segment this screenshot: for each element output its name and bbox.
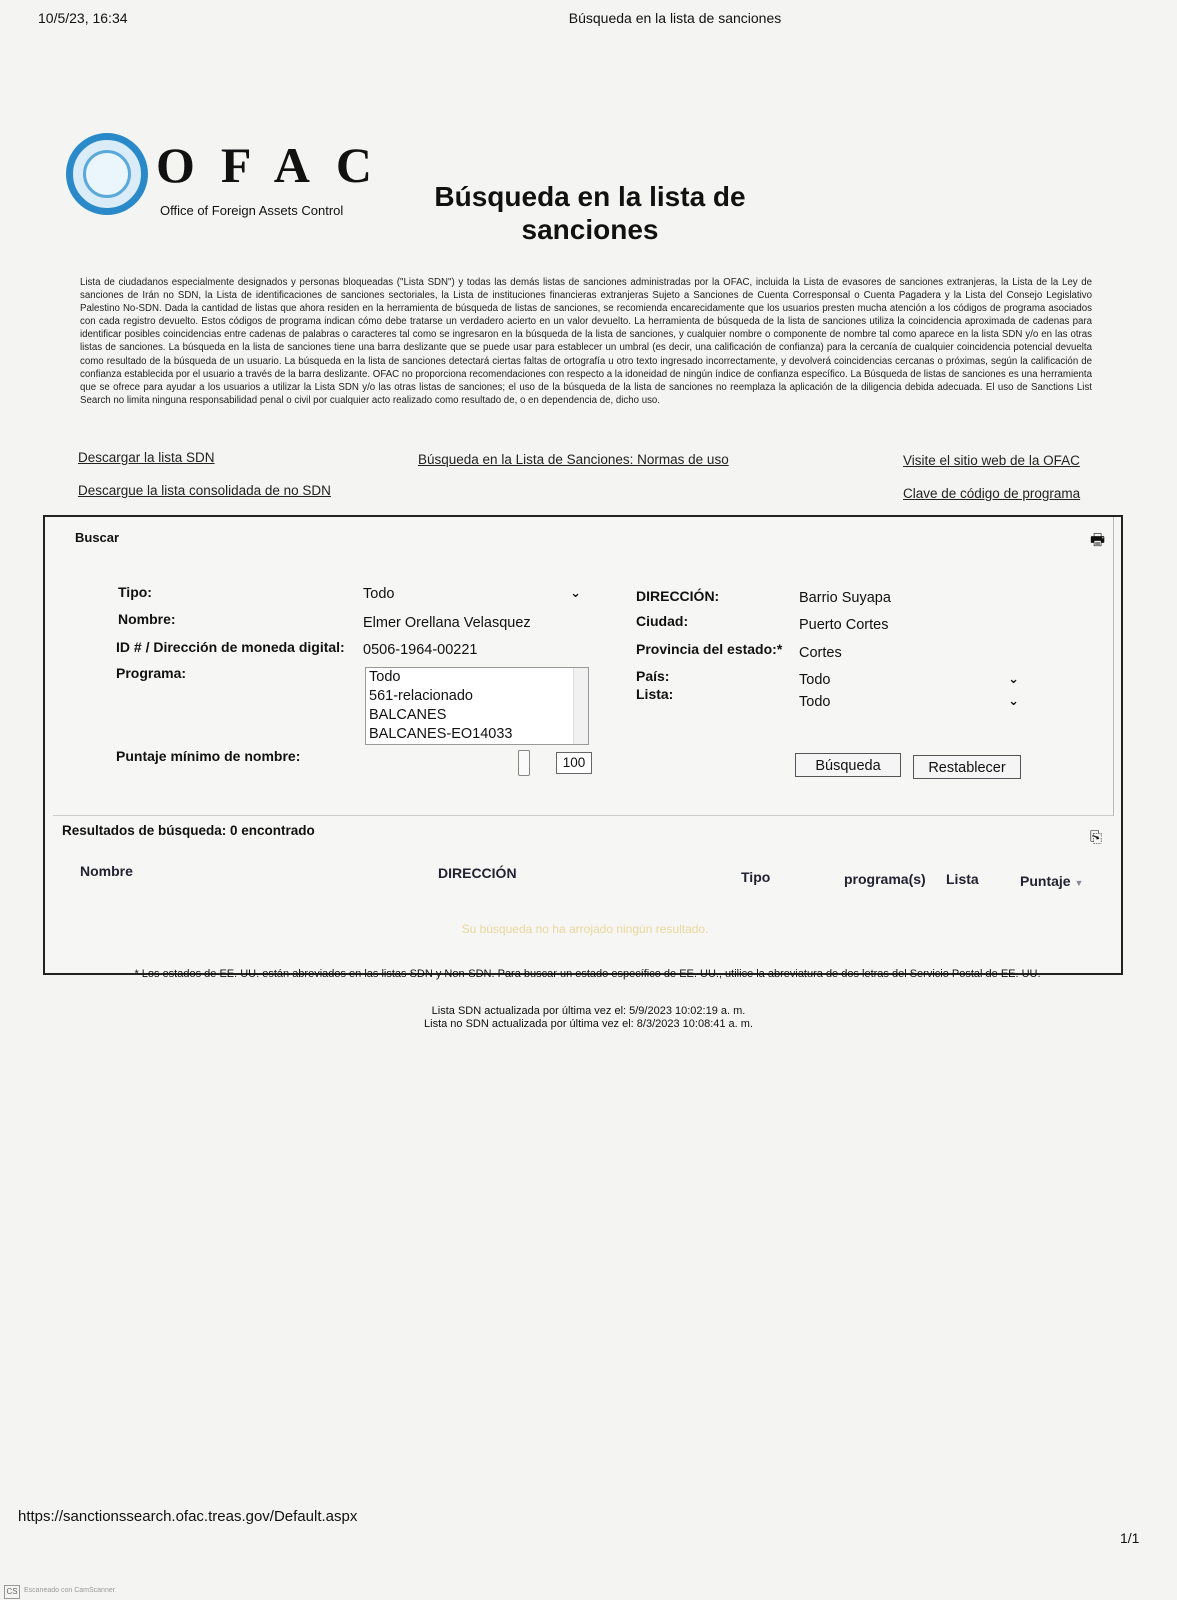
download-sdn-link[interactable]: Descargar la lista SDN (78, 450, 215, 465)
score-input[interactable]: 100 (556, 752, 592, 774)
program-key-link[interactable]: Clave de código de programa (903, 486, 1081, 501)
programa-label: Programa: (116, 665, 187, 681)
programa-option[interactable]: BALCANES (369, 707, 447, 723)
lista-label: Lista: (636, 686, 674, 702)
usage-rules-link[interactable]: Búsqueda en la Lista de Sanciones: Normas de uso (418, 452, 729, 467)
programa-option[interactable]: BALCANES-EO14033 (369, 726, 513, 742)
col-puntaje[interactable] (1020, 873, 1083, 889)
lista-value: Todo (799, 694, 831, 710)
score-slider-handle[interactable] (518, 750, 530, 776)
col-direccion[interactable]: DIRECCIÓN (438, 865, 517, 881)
visit-ofac-site-link[interactable]: Visite el sitio web de la OFAC (903, 453, 1080, 468)
page-title-line2: sanciones (521, 214, 659, 245)
reset-button[interactable]: Restablecer (913, 755, 1021, 779)
provincia-label: Provincia del estado:* (636, 641, 783, 657)
col-nombre[interactable]: Nombre (80, 863, 133, 879)
page-number: 1/1 (1120, 1530, 1140, 1546)
col-tipo[interactable]: Tipo (741, 869, 771, 885)
search-form (53, 517, 1114, 816)
id-label: ID # / Dirección de moneda digital: (116, 639, 345, 655)
pais-value: Todo (799, 672, 831, 688)
pais-label: País: (636, 668, 670, 684)
chevron-down-icon: ⌄ (1008, 671, 1019, 686)
col-lista[interactable]: Lista (946, 871, 979, 887)
no-results-message: Su búsqueda no ha arrojado ningún resultado. (461, 922, 709, 936)
pais-select[interactable] (799, 671, 1019, 691)
direccion-input[interactable]: Barrio Suyapa (799, 590, 891, 606)
col-puntaje-label: Puntaje (1020, 873, 1071, 889)
lista-select[interactable] (799, 693, 1019, 713)
sdn-updated: Lista SDN actualizada por última vez el: 5/9/2023 10:02:19 a. m. (431, 1005, 746, 1017)
states-footnote: * Los estados de EE. UU. están abreviados en las listas SDN y Non-SDN. Para buscar un estado específico de EE. UU., utilice la abreviatura de dos letras del Servicio Postal de EE. UU. (134, 968, 1041, 980)
camscanner-icon: CS (4, 1585, 20, 1599)
sort-down-icon: ▼ (1074, 878, 1084, 888)
ofac-seal-icon (66, 133, 148, 215)
print-url: https://sanctionssearch.ofac.treas.gov/Default.aspx (18, 1508, 358, 1525)
score-label: Puntaje mínimo de nombre: (116, 748, 301, 764)
direccion-label: DIRECCIÓN: (636, 588, 720, 604)
chevron-down-icon: ⌄ (1008, 693, 1019, 708)
tipo-select[interactable] (363, 585, 581, 605)
programa-listbox[interactable] (365, 667, 589, 745)
ofac-logo-subtitle: Office of Foreign Assets Control (160, 203, 344, 218)
print-title: Búsqueda en la lista de sanciones (568, 10, 782, 26)
download-non-sdn-link[interactable]: Descargue la lista consolidada de no SDN (78, 483, 331, 498)
col-programas[interactable]: programa(s) (844, 871, 926, 887)
search-header: Buscar (75, 530, 120, 545)
camscanner-caption: Escaneado con CamScanner (24, 1587, 116, 1594)
tipo-label: Tipo: (118, 584, 152, 600)
chevron-down-icon: ⌄ (570, 585, 581, 600)
printer-icon[interactable]: 🖶 (1090, 532, 1106, 549)
id-input[interactable]: 0506-1964-00221 (363, 642, 478, 658)
disclaimer-text: Lista de ciudadanos especialmente designados y personas bloqueadas ("Lista SDN") y todas las demás listas de sanciones administradas por la OFAC, incluida la Lista de evasores de sanciones extranjeras, la Lista de la Ley de sanciones de Irán no SDN, la Lista de identificaciones de sanciones sectoriales, la Lista de instituciones financieras extranjeras Sujeto a Sanciones de Cuenta Corresponsal o Cuenta Pagadera y la Lista del Consejo Legislativo Palestino No-SDN. Dada la cantidad de listas que ahora residen en la herramienta de búsqueda de listas de sanciones, se recomienda encarecidamente que los usuarios presten mucha atención a los códigos de programa asociados con cada registro devuelto. Estos códigos de programa indican cómo debe tratarse un verdadero acierto en un valor devuelto. La herramienta de búsqueda de la lista de sanciones utiliza la coincidencia aproximada de cadenas para identificar posibles coincidencias entre cadenas de palabras o caracteres tal como se ingresaron en la búsqueda de la lista de sanciones, y cualquier nombre o componente de nombre tal como aparece en la lista SDN y/o en las otras listas de sanciones. La búsqueda en la lista de sanciones tiene una barra deslizante que se puede usar para establecer un umbral (es decir, una calificación de confianza) para la cercanía de cualquier coincidencia potencial devuelta como resultado de la búsqueda de un usuario. La búsqueda en la lista de sanciones detectará ciertas faltas de ortografía u otro texto ingresado incorrectamente, y devolverá coincidencias cercanas o próximas, según la calificación de confianza establecida por el usuario a través de la barra deslizante. OFAC no proporciona recomendaciones con respecto a la idoneidad de ningún índice de confianza específico. La Búsqueda de listas de sanciones es una herramienta que se ofrece para ayudar a los usuarios a utilizar la Lista SDN y/o las otras listas de sanciones; el uso de la búsqueda de la lista de sanciones no reemplaza la aplicación de la diligencia debida adecuada. El uso de Sanctions List Search no limita ninguna responsabilidad penal o civil por cualquier acto realizado como resultado de, o en dependencia de, dicho uso. (80, 277, 1092, 406)
ofac-logo-text: OFAC (156, 137, 398, 193)
provincia-input[interactable]: Cortes (799, 645, 842, 661)
export-icon[interactable]: ⎘ (1090, 829, 1103, 846)
print-datetime: 10/5/23, 16:34 (38, 10, 128, 26)
non-sdn-updated: Lista no SDN actualizada por última vez el: 8/3/2023 10:08:41 a. m. (424, 1018, 753, 1030)
nombre-label: Nombre: (118, 611, 176, 627)
tipo-value: Todo (363, 586, 395, 602)
page-title-line1: Búsqueda en la lista de (434, 181, 746, 212)
page-title (420, 180, 760, 246)
ciudad-label: Ciudad: (636, 613, 689, 629)
listbox-scrollbar[interactable] (573, 668, 588, 744)
search-panel (43, 515, 1123, 975)
programa-option[interactable]: 561-relacionado (369, 688, 473, 704)
results-title: Resultados de búsqueda: 0 encontrado (62, 823, 315, 838)
programa-option[interactable]: Todo (369, 669, 401, 685)
nombre-input[interactable]: Elmer Orellana Velasquez (363, 615, 531, 631)
ciudad-input[interactable]: Puerto Cortes (799, 617, 889, 633)
search-button[interactable]: Búsqueda (795, 753, 901, 777)
